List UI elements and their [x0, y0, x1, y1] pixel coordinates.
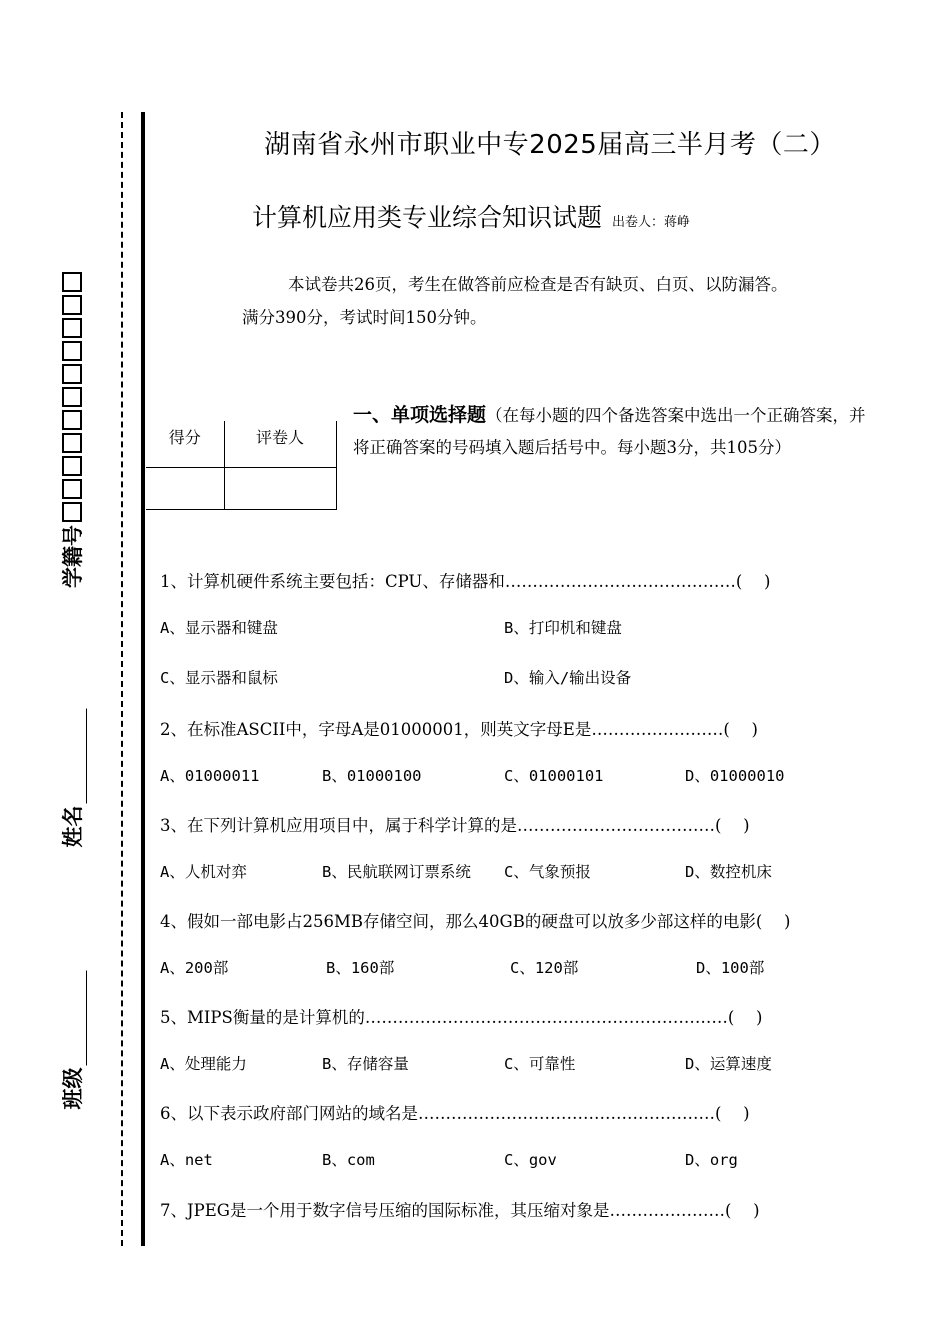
question-stem — [160, 716, 758, 740]
author-note: 出卷人：蒋峥 — [612, 215, 691, 230]
question-stem — [160, 568, 770, 592]
score-header: 得分 — [146, 421, 224, 467]
question-text: 4、假如一部电影占256MB存储空间，那么40GB的硬盘可以放多少部这样的电影 — [160, 912, 756, 931]
question-text: 1、计算机硬件系统主要包括：CPU、存储器和 — [160, 572, 505, 591]
exam-subtitle — [252, 198, 690, 234]
answer-blank[interactable]: ( ) — [724, 1201, 760, 1220]
id-digit-box[interactable] — [62, 479, 82, 499]
option-d[interactable]: D、100部 — [696, 959, 765, 977]
class-label: 班级 — [61, 1067, 85, 1110]
grader-header: 评卷人 — [224, 421, 336, 467]
question-stem — [160, 1197, 760, 1221]
name-blank[interactable] — [66, 709, 87, 804]
question-text: 3、在下列计算机应用项目中，属于科学计算的是 — [160, 816, 517, 835]
question-stem — [160, 1100, 750, 1124]
id-digit-box[interactable] — [62, 502, 82, 522]
id-digit-box[interactable] — [62, 295, 82, 315]
instructions-line-2: 满分390分，考试时间150分钟。 — [242, 308, 487, 327]
section-heading — [353, 399, 873, 464]
id-label: 学籍号 — [61, 525, 85, 588]
section-title: 一、单项选择题 — [353, 404, 487, 426]
leader-dots: …………………………………… — [504, 572, 736, 591]
leader-dots: ……………………………… — [517, 816, 715, 835]
answer-blank[interactable]: ( ) — [723, 720, 758, 739]
question-stem — [160, 908, 790, 932]
binding-line-solid — [141, 112, 145, 1246]
option-a[interactable]: A、net — [160, 1151, 213, 1169]
option-a[interactable]: A、200部 — [160, 959, 229, 977]
name-label: 姓名 — [61, 805, 85, 848]
answer-blank[interactable]: ( ) — [715, 816, 750, 835]
leader-dots: ……………………………………………… — [418, 1104, 715, 1123]
option-d[interactable]: D、输入/输出设备 — [504, 669, 632, 687]
id-digit-box[interactable] — [62, 272, 82, 292]
id-digit-box[interactable] — [62, 341, 82, 361]
question-stem — [160, 812, 750, 836]
option-a[interactable]: A、01000011 — [160, 767, 260, 785]
id-digit-box[interactable] — [62, 433, 82, 453]
option-b[interactable]: B、存储容量 — [322, 1055, 409, 1073]
option-b[interactable]: B、民航联网订票系统 — [322, 863, 471, 881]
cut-line-dashed — [121, 112, 123, 1246]
answer-blank[interactable]: ( ) — [727, 1008, 763, 1027]
question-stem — [160, 1004, 762, 1028]
answer-blank[interactable]: ( ) — [755, 912, 791, 931]
option-d[interactable]: D、org — [685, 1151, 738, 1169]
score-table — [146, 421, 337, 510]
option-c[interactable]: C、显示器和鼠标 — [160, 669, 278, 687]
question-text: 6、以下表示政府部门网站的域名是 — [160, 1104, 418, 1123]
section-description: （在每小题的四个备选答案中选出一个正确答案，并将正确答案的号码填入题后括号中。每小题3分，共105分） — [353, 406, 866, 457]
leader-dots: ………………………………………………………… — [364, 1008, 728, 1027]
option-c[interactable]: C、120部 — [510, 959, 579, 977]
question-text: 7、JPEG是一个用于数字信号压缩的国际标准，其压缩对象是 — [160, 1201, 610, 1220]
option-b[interactable]: B、01000100 — [322, 767, 422, 785]
exam-title: 湖南省永州市职业中专2025届高三半月考（二） — [264, 130, 836, 160]
id-digit-box[interactable] — [62, 456, 82, 476]
id-digit-box[interactable] — [62, 318, 82, 338]
option-a[interactable]: A、显示器和键盘 — [160, 619, 278, 637]
grader-cell[interactable] — [224, 467, 336, 509]
question-text: 2、在标准ASCII中，字母A是01000001，则英文字母E是 — [160, 720, 592, 739]
option-b[interactable]: B、160部 — [326, 959, 395, 977]
answer-blank[interactable]: ( ) — [735, 572, 771, 591]
answer-blank[interactable]: ( ) — [715, 1104, 750, 1123]
option-c[interactable]: C、气象预报 — [504, 863, 591, 881]
instructions-line-1: 本试卷共26页，考生在做答前应检查是否有缺页、白页、以防漏答。 — [288, 275, 788, 294]
class-field[interactable] — [57, 971, 87, 1110]
subject-title: 计算机应用类专业综合知识试题 — [252, 203, 603, 232]
option-b[interactable]: B、打印机和键盘 — [504, 619, 622, 637]
option-b[interactable]: B、com — [322, 1151, 375, 1169]
instructions — [242, 268, 892, 334]
leader-dots: …………………… — [591, 720, 724, 739]
option-a[interactable]: A、人机对弈 — [160, 863, 247, 881]
option-d[interactable]: D、01000010 — [685, 767, 785, 785]
id-digit-box[interactable] — [62, 364, 82, 384]
binding-margin — [0, 0, 150, 1342]
leader-dots: ………………… — [609, 1201, 725, 1220]
score-cell[interactable] — [146, 467, 224, 509]
option-d[interactable]: D、运算速度 — [685, 1055, 772, 1073]
option-c[interactable]: C、可靠性 — [504, 1055, 576, 1073]
option-a[interactable]: A、处理能力 — [160, 1055, 247, 1073]
question-text: 5、MIPS衡量的是计算机的 — [160, 1008, 365, 1027]
id-digit-box[interactable] — [62, 410, 82, 430]
name-field[interactable] — [57, 709, 87, 848]
id-digit-box[interactable] — [62, 387, 82, 407]
option-c[interactable]: C、01000101 — [504, 767, 604, 785]
class-blank[interactable] — [66, 971, 87, 1066]
id-boxes[interactable] — [62, 272, 87, 525]
option-d[interactable]: D、数控机床 — [685, 863, 772, 881]
option-c[interactable]: C、gov — [504, 1151, 557, 1169]
id-field[interactable] — [57, 272, 87, 588]
